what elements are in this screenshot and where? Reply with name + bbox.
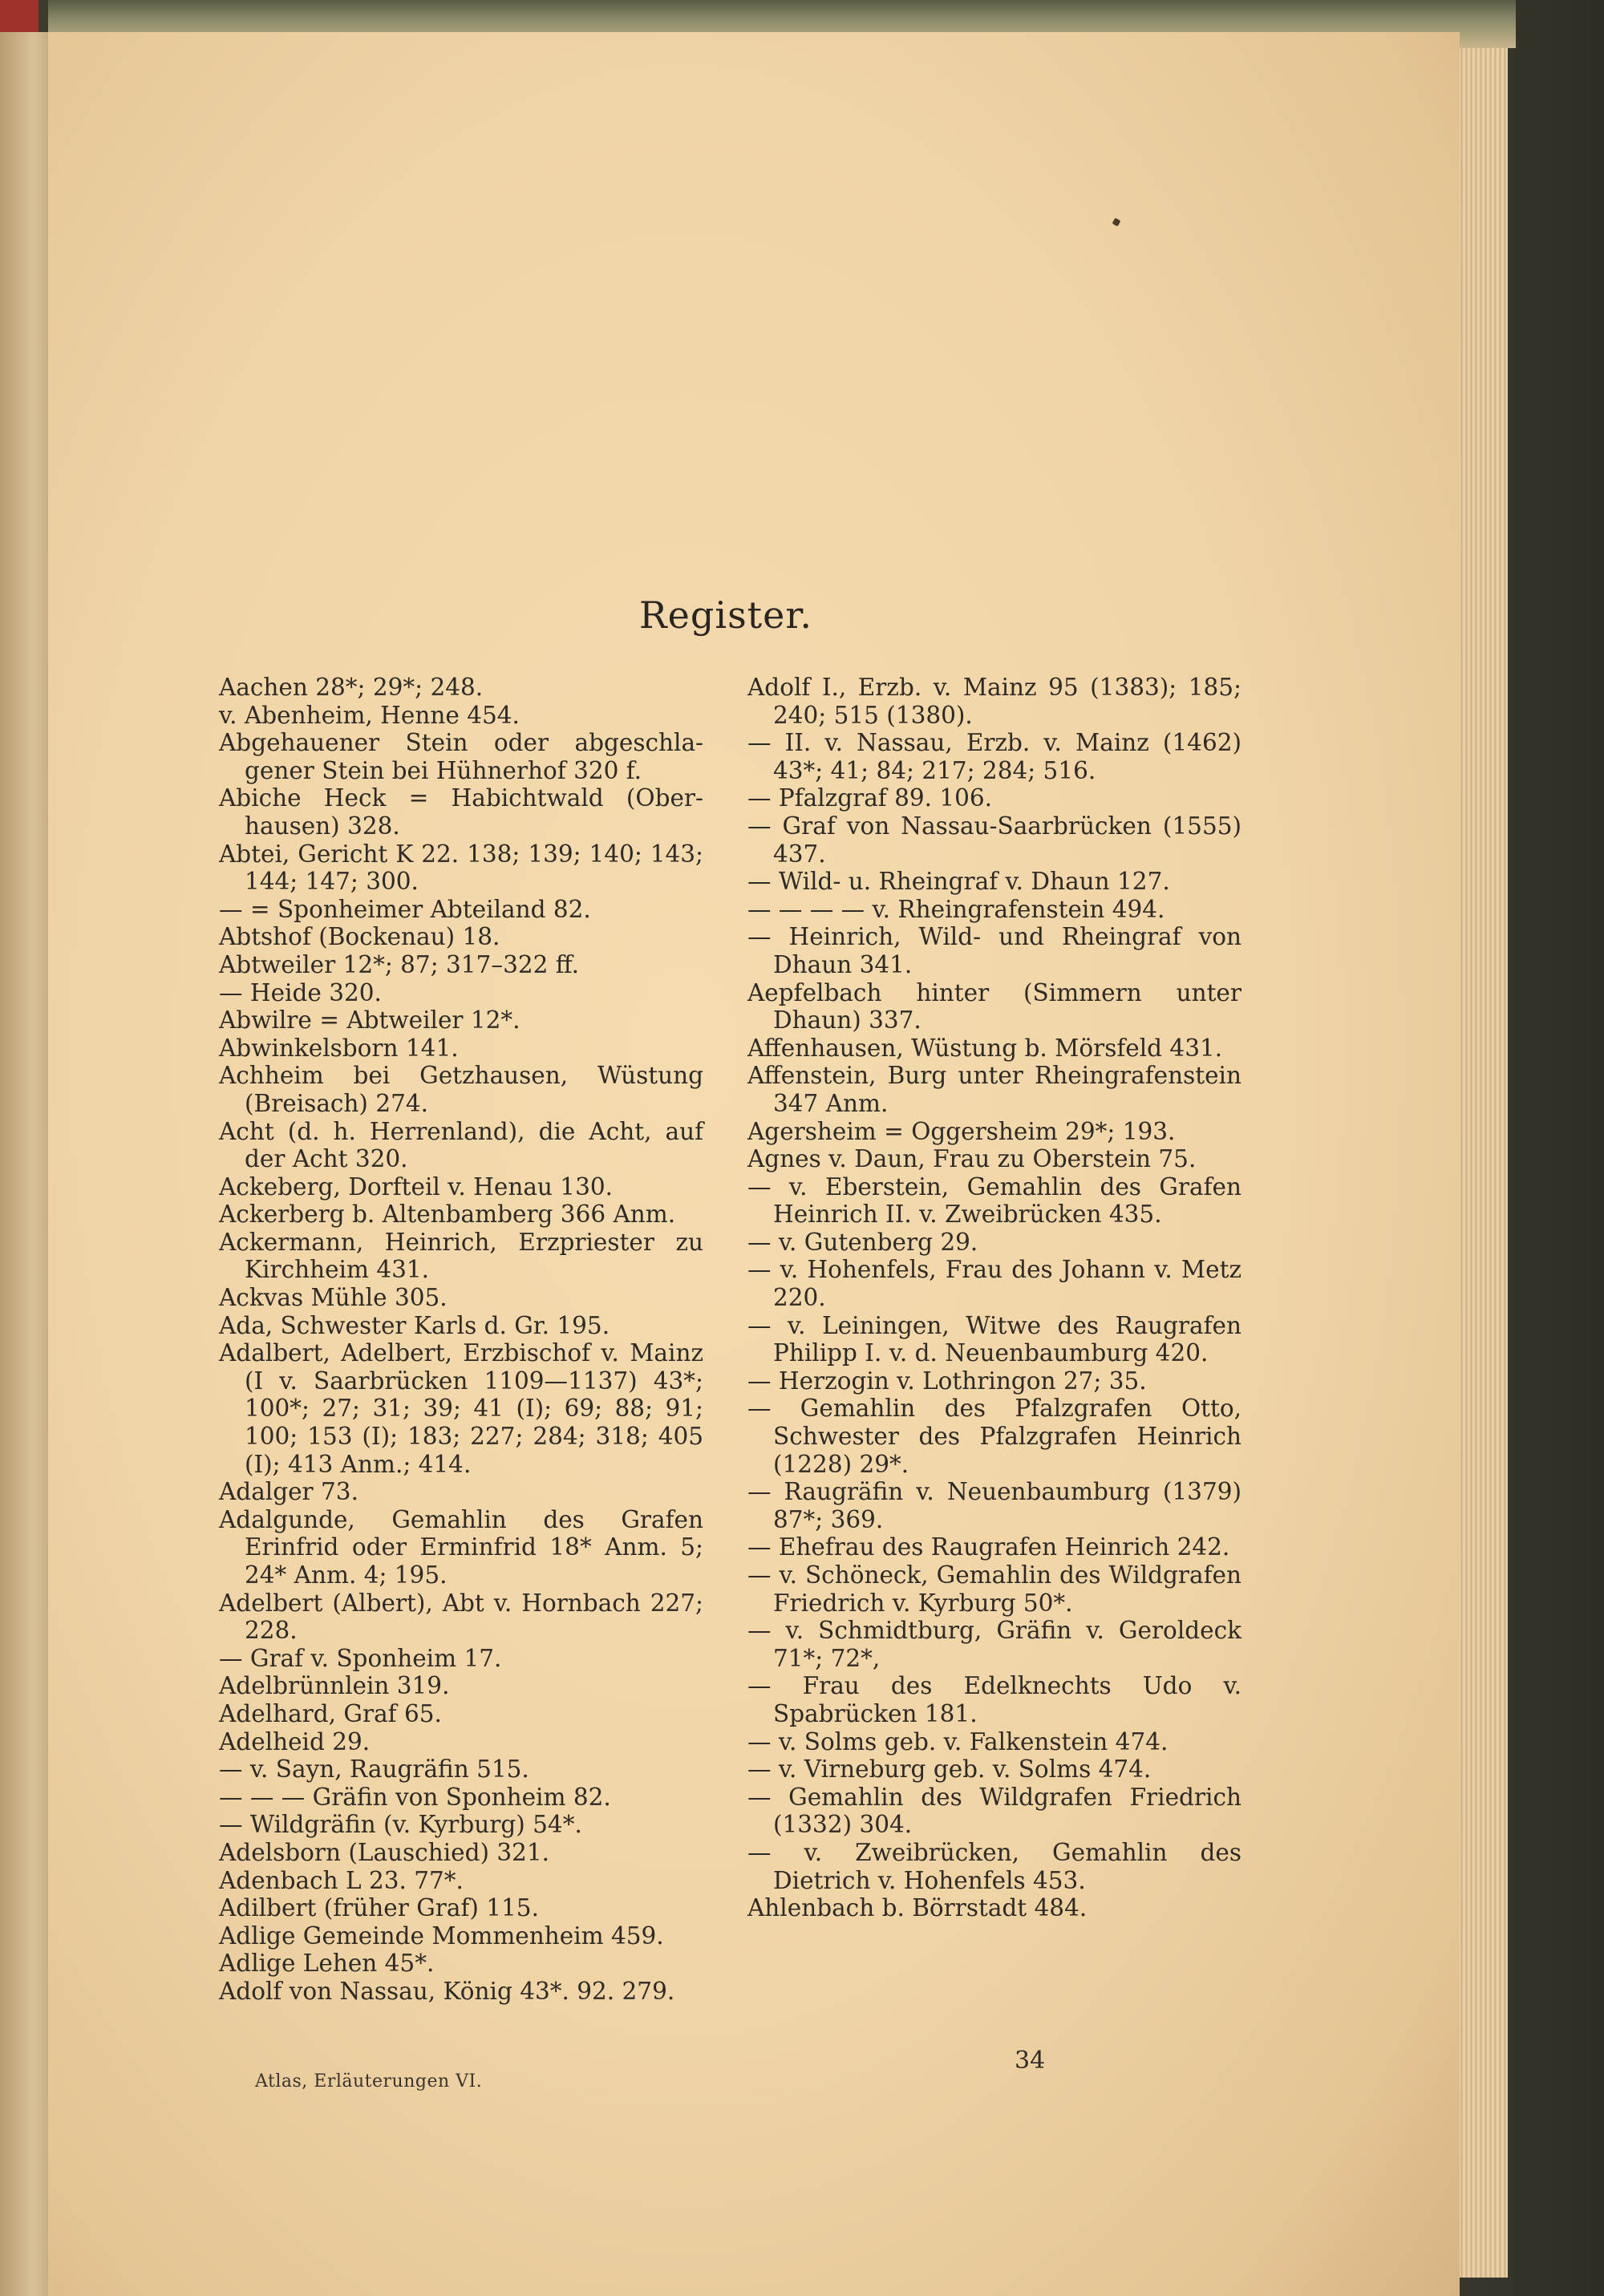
register-entry: — Wild- u. Rheingraf v. Dhaun 127. <box>747 868 1170 896</box>
register-entry: Acht (d. h. Herrenland), die Acht, auf der Acht 320. <box>219 1117 703 1173</box>
register-entry: Adlige Lehen 45*. <box>219 1950 435 1978</box>
register-entry: Ahlenbach b. Börrstadt 484. <box>747 1894 1088 1922</box>
register-entry: Adelbrünnlein 319. <box>219 1672 450 1700</box>
register-entry: Abwilre = Abtweiler 12*. <box>219 1006 520 1035</box>
signature-line: Atlas, Erläuterungen VI. <box>255 2071 483 2092</box>
register-entry: — Pfalzgraf 89. 106. <box>747 784 993 812</box>
register-entry: — v. Solms geb. v. Falkenstein 474. <box>747 1727 1169 1755</box>
register-entry: — Herzogin v. Lothringon 27; 35. <box>747 1367 1147 1395</box>
register-entry: Ackerberg b. Altenbamberg 366 Anm. <box>219 1201 676 1229</box>
register-entry: Adelsborn (Lauschied) 321. <box>219 1838 550 1866</box>
register-entry: Adalgunde, Gemahlin des Grafen Erinfrid oder Erminfrid 18* Anm. 5; 24* Anm. 4; 195. <box>219 1505 703 1589</box>
register-entry: — v. Schmidtburg, Gräfin v. Geroldeck 71*; 72*, <box>747 1617 1241 1672</box>
page-number: 34 <box>1015 2047 1046 2075</box>
register-entry: — — — Gräfin von Sponheim 82. <box>219 1783 611 1811</box>
register-entry: Ackeberg, Dorfteil v. Henau 130. <box>219 1172 613 1201</box>
register-entry: — Frau des Edelknechts Udo v. Spabrücken 181. <box>747 1672 1241 1727</box>
register-entry: Adalger 73. <box>219 1478 358 1506</box>
register-entry: — Gemahlin des Pfalzgrafen Otto, Schwester des Pfalzgrafen Heinrich (1228) 29*. <box>747 1395 1241 1478</box>
register-entry: Ackermann, Heinrich, Erzpriester zu Kirchheim 431. <box>219 1228 703 1284</box>
register-entry: Agersheim = Oggersheim 29*; 193. <box>747 1117 1176 1145</box>
register-entry: Affenhausen, Wüstung b. Mörsfeld 431. <box>747 1034 1223 1062</box>
register-entry: — v. Hohenfels, Frau des Johann v. Metz 220. <box>747 1256 1241 1312</box>
ink-speck <box>1112 218 1121 227</box>
register-entry: — Ehefrau des Raugrafen Heinrich 242. <box>747 1533 1230 1561</box>
register-entry: — Graf v. Sponheim 17. <box>219 1644 502 1672</box>
register-entry: — v. Eberstein, Gemahlin des Grafen Heinrich II. v. Zweibrücken 435. <box>747 1172 1241 1229</box>
register-entry: — v. Zweibrücken, Gemahlin des Dietrich v. Hohenfels 453. <box>747 1838 1241 1894</box>
register-entry: Abgehauener Stein oder abgeschlagener Stein bei Hühnerhof 320 f. <box>219 729 703 784</box>
register-entry: Aachen 28*; 29*; 248. <box>219 674 484 701</box>
register-entry: Adolf I., Erzb. v. Mainz 95 (1383); 185; 240; 515 (1380). <box>747 674 1241 729</box>
register-entry: — Raugräfin v. Neuenbaumburg (1379) 87*; 369. <box>747 1478 1241 1533</box>
register-entry: — II. v. Nassau, Erzb. v. Mainz (1462) 43*; 41; 84; 217; 284; 516. <box>747 729 1241 784</box>
register-entry: — — — — v. Rheingrafenstein 494. <box>747 895 1165 923</box>
register-column-left <box>219 674 703 2006</box>
register-entry: — Graf von Nassau-Saarbrücken (1555) 437. <box>747 812 1241 868</box>
register-entry: — Wildgräfin (v. Kyrburg) 54*. <box>219 1811 582 1839</box>
register-entry: — v. Sayn, Raugräfin 515. <box>219 1755 529 1784</box>
register-entry: — v. Virneburg geb. v. Solms 474. <box>747 1755 1152 1784</box>
register-entry: — Heide 320. <box>219 978 382 1006</box>
register-entry: Adelbert (Albert), Abt v. Hornbach 227; 228. <box>219 1589 703 1645</box>
register-entry: — v. Leiningen, Witwe des Raugrafen Philipp I. v. d. Neuenbaumburg 420. <box>747 1311 1241 1367</box>
register-column-right <box>747 674 1241 1922</box>
register-entry: Adolf von Nassau, König 43*. 92. 279. <box>219 1977 675 2005</box>
register-entry: Adlige Gemeinde Mommenheim 459. <box>219 1921 664 1950</box>
register-entry: Adalbert, Adelbert, Erzbischof v. Mainz (I v. Saarbrücken 1109—1137) 43*; 100*; 27; 31; 39; 41 (I); 69; 88; 91; 100; 153 (I); 183; 227; 284; 318; 405 (I); 413 Anm.; 414. <box>219 1339 703 1478</box>
register-entry: Abiche Heck = Habichtwald (Oberhausen) 328. <box>219 784 703 840</box>
register-entry: v. Abenheim, Henne 454. <box>219 701 520 729</box>
register-entry: — Gemahlin des Wildgrafen Friedrich (1332) 304. <box>747 1783 1241 1839</box>
register-entry: Abtshof (Bockenau) 18. <box>219 923 500 951</box>
register-entry: Abtweiler 12*; 87; 317–322 ff. <box>219 950 580 978</box>
register-entry: Adelhard, Graf 65. <box>219 1699 442 1727</box>
register-entry: Aepfelbach hinter (Simmern unter Dhaun) 337. <box>747 978 1241 1035</box>
register-entry: Abwinkelsborn 141. <box>219 1034 459 1062</box>
register-entry: — Heinrich, Wild- und Rheingraf von Dhaun 341. <box>747 923 1241 978</box>
register-entry: Adelheid 29. <box>219 1727 371 1755</box>
register-entry: Ada, Schwester Karls d. Gr. 195. <box>219 1311 610 1339</box>
register-entry: — v. Schöneck, Gemahlin des Wildgrafen Friedrich v. Kyrburg 50*. <box>747 1561 1241 1617</box>
register-entry: Achheim bei Getzhausen, Wüstung (Breisach) 274. <box>219 1062 703 1117</box>
register-entry: Adenbach L 23. 77*. <box>219 1866 464 1894</box>
register-entry: — v. Gutenberg 29. <box>747 1228 978 1256</box>
page-title: Register. <box>639 593 812 637</box>
register-entry: Adilbert (früher Graf) 115. <box>219 1894 539 1922</box>
register-entry: Affenstein, Burg unter Rheingrafenstein 347 Anm. <box>747 1062 1241 1117</box>
page <box>48 32 1460 2296</box>
register-entry: Agnes v. Daun, Frau zu Oberstein 75. <box>747 1145 1197 1173</box>
register-entry: Abtei, Gericht K 22. 138; 139; 140; 143; 144; 147; 300. <box>219 840 703 896</box>
register-entry: Ackvas Mühle 305. <box>219 1284 448 1312</box>
register-entry: — = Sponheimer Abteiland 82. <box>219 895 591 923</box>
